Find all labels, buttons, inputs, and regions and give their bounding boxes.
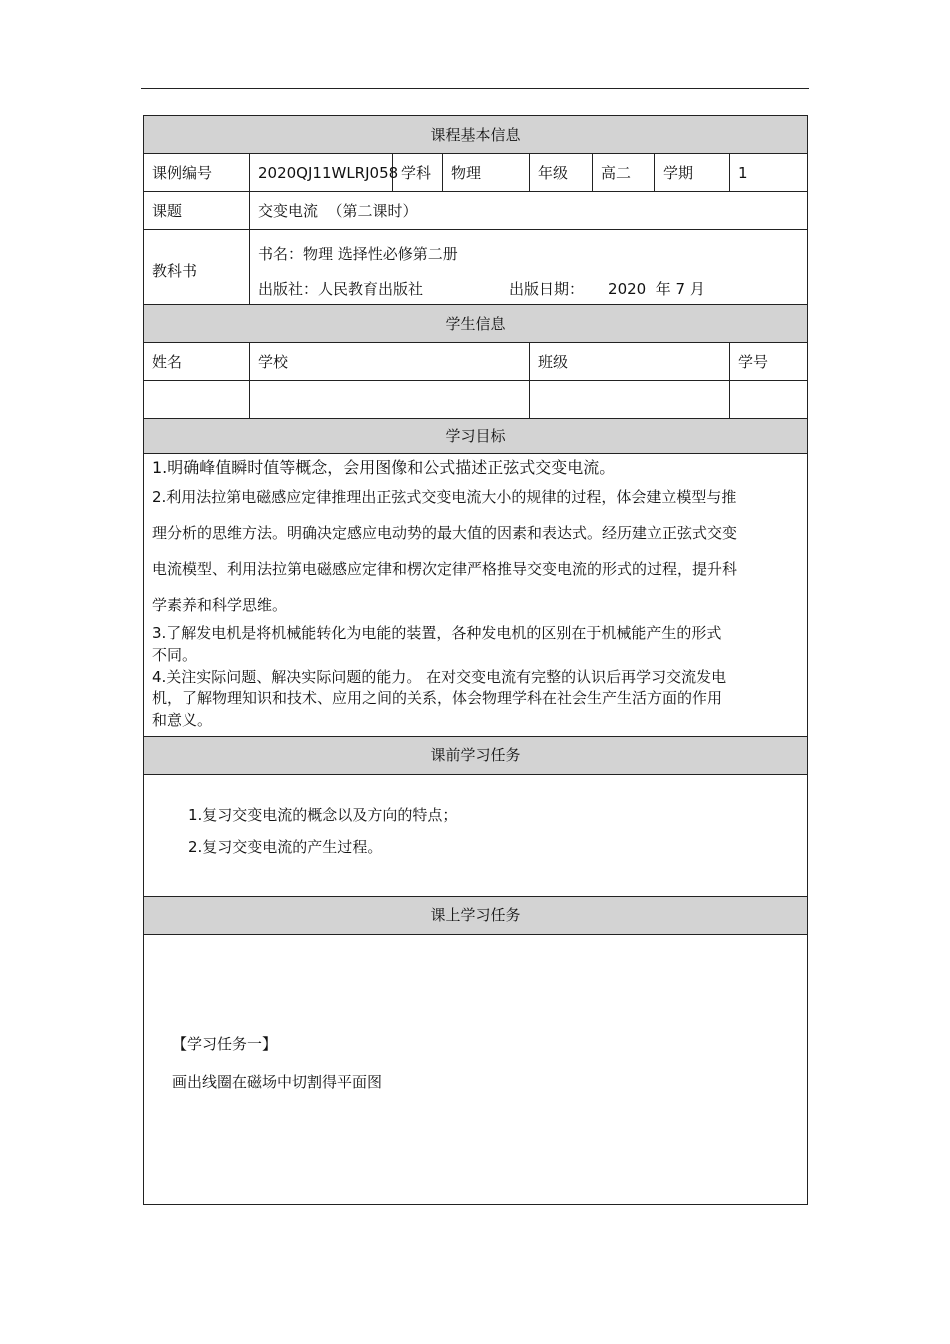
goal-1: 1.明确峰值瞬时值等概念，会用图像和公式描述正弦式交变电流。 <box>152 458 616 477</box>
student-class-label: 班级 <box>530 343 730 381</box>
learning-goals <box>144 454 808 737</box>
goal-3-line-1: 3.了解发电机是将机械能转化为电能的装置，各种发电机的区别在于机械能产生的形式 <box>152 624 722 643</box>
goal-2-line-3: 电流模型、利用法拉第电磁感应定律和楞次定律严格推导交变电流的形式的过程，提升科 <box>152 560 738 579</box>
student-id-label: 学号 <box>730 343 808 381</box>
topic-value: 交变电流 （第二课时） <box>250 192 808 230</box>
section-goals-title: 学习目标 <box>144 419 808 454</box>
student-name-label: 姓名 <box>144 343 250 381</box>
goal-3-line-2: 不同。 <box>152 645 198 664</box>
subject-value: 物理 <box>443 154 530 192</box>
grade-label: 年级 <box>530 154 593 192</box>
textbook-info <box>250 230 808 305</box>
textbook-name: 书名：物理 选择性必修第二册 <box>258 244 458 263</box>
goal-4-line-1: 4.关注实际问题、解决实际问题的能力。 在对交变电流有完整的认识后再学习交流发电 <box>152 667 727 686</box>
goal-2-line-2: 理分析的思维方法。明确决定感应电动势的最大值的因素和表达式。经历建立正弦式交变 <box>152 524 738 543</box>
goal-2-line-4: 学素养和科学思维。 <box>152 596 288 615</box>
term-label: 学期 <box>655 154 730 192</box>
student-school-input[interactable] <box>250 381 530 419</box>
publisher: 出版社：人民教育出版社 <box>258 279 424 298</box>
pub-date-value: 2020 年 7 月 <box>608 279 705 298</box>
course-code-label: 课例编号 <box>144 154 250 192</box>
section-student-info-title: 学生信息 <box>144 305 808 343</box>
goal-4-line-2: 机，了解物理知识和技术、应用之间的关系，体会物理学科在社会生产生活方面的作用 <box>152 689 723 708</box>
student-id-input[interactable] <box>730 381 808 419</box>
course-code-value: 2020QJ11WLRJ058 <box>250 154 393 192</box>
subject-label: 学科 <box>393 154 443 192</box>
student-class-input[interactable] <box>530 381 730 419</box>
publisher-line <box>258 280 799 298</box>
header-rule <box>141 88 809 89</box>
task-one-text: 画出线圈在磁场中切割得平面图 <box>172 1073 383 1092</box>
topic-label: 课题 <box>144 192 250 230</box>
section-in-class-title: 课上学习任务 <box>144 896 808 934</box>
student-school-label: 学校 <box>250 343 530 381</box>
pre-task-1: 1.复习交变电流的概念以及方向的特点； <box>188 806 458 825</box>
task-one-heading: 【学习任务一】 <box>172 1035 278 1054</box>
grade-value: 高二 <box>593 154 655 192</box>
in-class-tasks <box>144 934 808 1204</box>
student-name-input[interactable] <box>144 381 250 419</box>
section-basic-info-title: 课程基本信息 <box>144 116 808 154</box>
goal-4-line-3: 和意义。 <box>152 711 213 730</box>
lesson-info-table <box>143 115 808 1205</box>
goal-2-line-1: 2.利用法拉第电磁感应定律推理出正弦式交变电流大小的规律的过程，体会建立模型与推 <box>152 488 737 507</box>
pub-date-label: 出版日期： <box>509 279 585 298</box>
term-value: 1 <box>730 154 808 192</box>
section-pre-class-title: 课前学习任务 <box>144 736 808 774</box>
pre-task-2: 2.复习交变电流的产生过程。 <box>188 838 383 857</box>
pre-class-tasks <box>144 774 808 896</box>
textbook-label: 教科书 <box>144 230 250 305</box>
